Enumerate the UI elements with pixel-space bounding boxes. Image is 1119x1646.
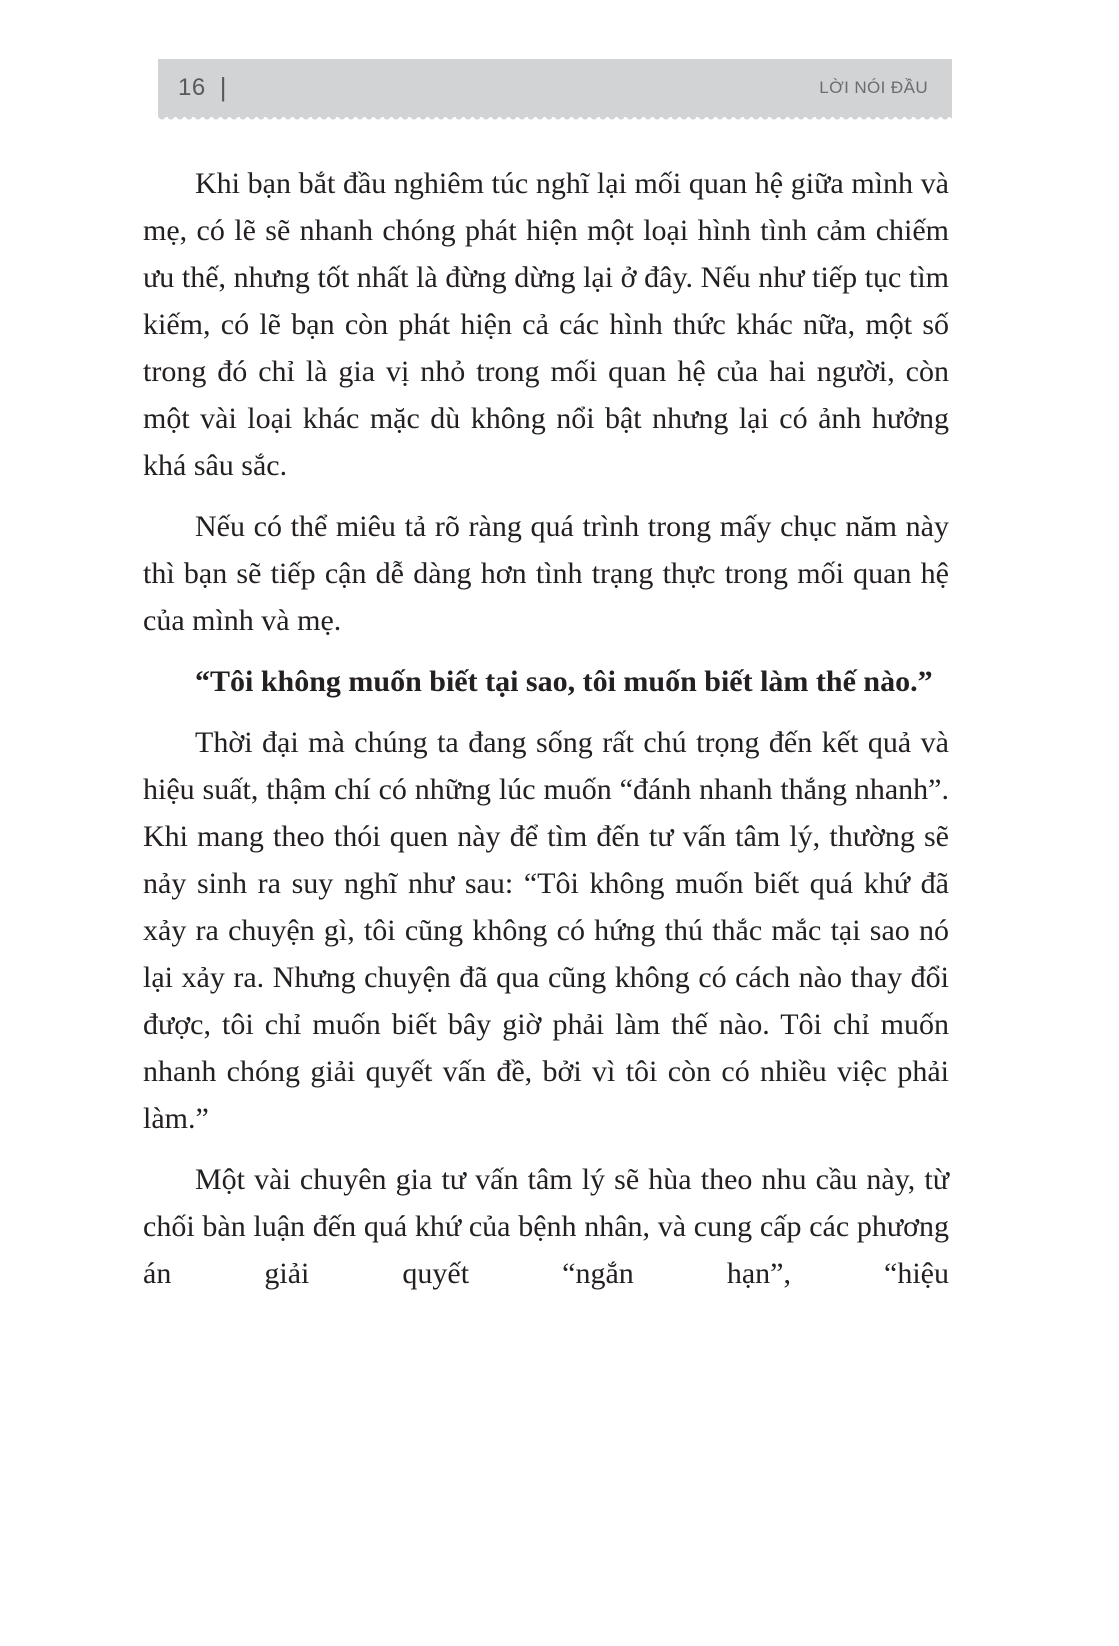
quote-paragraph: “Tôi không muốn biết tại sao, tôi muốn biết làm thế nào.” [195,665,933,698]
header-left [178,72,227,102]
page-number: 16 [178,74,206,101]
running-header-title: LỜI NÓI ĐẦU [819,78,928,97]
paragraph: Một vài chuyên gia tư vấn tâm lý sẽ hùa theo nhu cầu này, từ chối bàn luận đến quá khứ của bệnh nhân, và cung cấp các phương án giải quyết “ngắn hạn”, “hiệu [143,1163,949,1290]
paragraph: Thời đại mà chúng ta đang sống rất chú trọng đến kết quả và hiệu suất, thậm chí có những lúc muốn “đánh nhanh thắng nhanh”. Khi mang theo thói quen này để tìm đến tư vấn tâm lý, thường sẽ nảy sinh ra suy nghĩ như sau: “Tôi không muốn biết quá khứ đã xảy ra chuyện gì, tôi cũng không có hứng thú thắc mắc tại sao nó lại xảy ra. Nhưng chuyện đã qua cũng không có cách nào thay đổi được, tôi chỉ muốn biết bây giờ phải làm thế nào. Tôi chỉ muốn nhanh chóng giải quyết vấn đề, bởi vì tôi còn có nhiều việc phải làm.” [143,726,949,1135]
page-body [143,160,949,1311]
paragraph: Nếu có thể miêu tả rõ ràng quá trình trong mấy chục năm này thì bạn sẽ tiếp cận dễ dàng hơn tình trạng thực trong mối quan hệ của mình và mẹ. [143,510,949,637]
header-separator: | [219,72,227,102]
page-header [158,59,952,117]
paragraph: Khi bạn bắt đầu nghiêm túc nghĩ lại mối quan hệ giữa mình và mẹ, có lẽ sẽ nhanh chóng phát hiện một loại hình tình cảm chiếm ưu thế, nhưng tốt nhất là đừng dừng lại ở đây. Nếu như tiếp tục tìm kiếm, có lẽ bạn còn phát hiện cả các hình thức khác nữa, một số trong đó chỉ là gia vị nhỏ trong mối quan hệ của hai người, còn một vài loại khác mặc dù không nổi bật nhưng lại có ảnh hưởng khá sâu sắc. [143,167,949,482]
